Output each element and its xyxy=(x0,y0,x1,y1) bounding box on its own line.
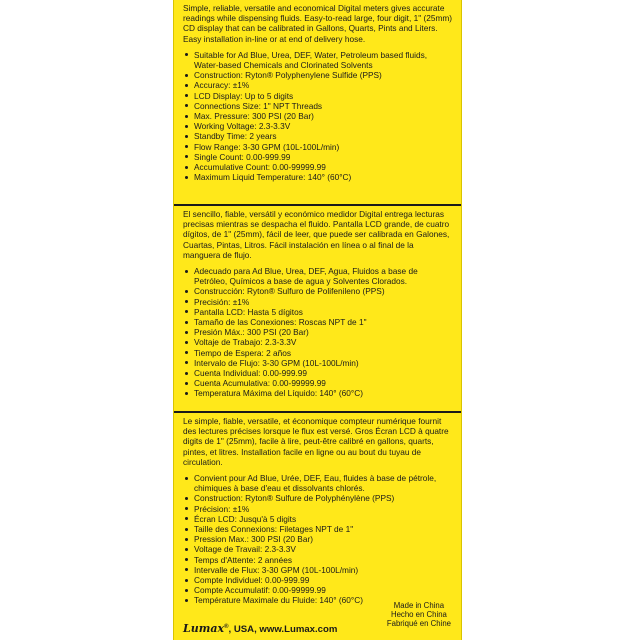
list-item: Précision: ±1% xyxy=(183,504,453,514)
list-item: Compte Accumulatif: 0.00-99999.99 xyxy=(183,585,453,595)
product-info-panel xyxy=(174,0,461,640)
list-item: Precisión: ±1% xyxy=(183,297,453,307)
bullet-icon xyxy=(185,361,188,364)
made-in-spanish: Hecho en China xyxy=(390,610,447,620)
bullet-icon xyxy=(185,392,188,395)
list-item: Construction: Ryton® Sulfure de Polyphénylène (PPS) xyxy=(183,493,453,503)
list-item: Presión Máx.: 300 PSI (20 Bar) xyxy=(183,327,453,337)
bullet-icon xyxy=(185,331,188,334)
french-section xyxy=(183,416,453,606)
list-item: Temps d'Attente: 2 années xyxy=(183,555,453,565)
list-item: Working Voltage: 2.3-3.3V xyxy=(183,121,453,131)
list-item: Cuenta Individual: 0.00-999.99 xyxy=(183,368,453,378)
list-item: Température Maximale du Fluide: 140° (60°C) xyxy=(183,595,453,605)
list-item: Connections Size: 1" NPT Threads xyxy=(183,101,453,111)
bullet-icon xyxy=(185,176,188,179)
list-item: Intervalle de Flux: 3-30 GPM (10L-100L/min) xyxy=(183,565,453,575)
list-item: Flow Range: 3-30 GPM (10L-100L/min) xyxy=(183,142,453,152)
list-item: Adecuado para Ad Blue, Urea, DEF, Agua, Fluidos a base de Petróleo, Químicos a base de agua y Solventes Clorados. xyxy=(183,266,453,286)
bullet-icon xyxy=(185,341,188,344)
bullet-icon xyxy=(185,558,188,561)
bullet-icon xyxy=(185,270,188,273)
bullet-icon xyxy=(185,528,188,531)
bullet-icon xyxy=(185,300,188,303)
list-item: Écran LCD: Jusqu'à 5 digits xyxy=(183,514,453,524)
bullet-icon xyxy=(185,517,188,520)
bullet-icon xyxy=(185,497,188,500)
brand-contact: , USA, www.Lumax.com xyxy=(228,623,338,635)
list-item: Suitable for Ad Blue, Urea, DEF, Water, Petroleum based fluids, Water-based Chemicals and Clorinated Solvents xyxy=(183,50,453,70)
made-in-english: Made in China xyxy=(393,601,445,610)
bullet-icon xyxy=(185,568,188,571)
list-item: LCD Display: Up to 5 digits xyxy=(183,91,453,101)
bullet-icon xyxy=(185,589,188,592)
brand-logo: Lumax xyxy=(183,621,225,635)
section-divider xyxy=(174,204,461,206)
bullet-icon xyxy=(185,115,188,118)
spanish-spec-list xyxy=(183,266,453,399)
bullet-icon xyxy=(185,538,188,541)
bullet-icon xyxy=(185,104,188,107)
bullet-icon xyxy=(185,321,188,324)
english-spec-list xyxy=(183,50,453,183)
bullet-icon xyxy=(185,155,188,158)
bullet-icon xyxy=(185,74,188,77)
list-item: Accumulative Count: 0.00-99999.99 xyxy=(183,162,453,172)
french-spec-list xyxy=(183,473,453,606)
list-item: Voltaje de Trabajo: 2.3-3.3V xyxy=(183,337,453,347)
list-item: Temperatura Máxima del Líquido: 140° (60°C) xyxy=(183,388,453,398)
list-item: Accuracy: ±1% xyxy=(183,80,453,90)
list-item: Compte Individuel: 0.00-999.99 xyxy=(183,575,453,585)
bullet-icon xyxy=(185,548,188,551)
list-item: Maximum Liquid Temperature: 140° (60°C) xyxy=(183,172,453,182)
english-intro: Simple, reliable, versatile and economical Digital meters gives accurate readings while dispensing fluids. Easy-to-read large, four digit, 1" (25mm) CD display that can be calibrated in Gallons, Quarts, Pints and Liters. Easy installation in-line or at end of delivery hose. xyxy=(183,3,453,44)
list-item: Intervalo de Flujo: 3-30 GPM (10L-100L/min) xyxy=(183,358,453,368)
section-divider xyxy=(174,411,461,413)
french-intro: Le simple, fiable, versatile, et économique compteur numérique fournit des lectures précises lorsque le flux est versé. Gros Écran LCD à quatre digits de 1" (25mm), facile à lire, peut-être calibré en gallons, quarts, pintes, et litres. Installation facile en ligne ou au bout du tuyau de circulation. xyxy=(183,416,449,467)
spanish-intro: El sencillo, fiable, versátil y económico medidor Digital entrega lecturas precisas mientras se despacha el fluido. Pantalla LCD grande, de cuatro dígitos, de 1" (25mm), fácil de leer, que puede ser calibrada en Galones, Cuartas, Pintas, Litros. Fácil instalación en línea o al final de la manguera de flujo. xyxy=(183,209,450,260)
bullet-icon xyxy=(185,382,188,385)
bullet-icon xyxy=(185,166,188,169)
list-item: Single Count: 0.00-999.99 xyxy=(183,152,453,162)
list-item: Voltage de Travail: 2.3-3.3V xyxy=(183,544,453,554)
english-section xyxy=(183,3,453,182)
list-item: Pression Max.: 300 PSI (20 Bar) xyxy=(183,534,453,544)
bullet-icon xyxy=(185,53,188,56)
bullet-icon xyxy=(185,125,188,128)
list-item: Tamaño de las Conexiones: Roscas NPT de 1" xyxy=(183,317,453,327)
bullet-icon xyxy=(185,290,188,293)
list-item: Convient pour Ad Blue, Urée, DEF, Eau, fluides à base de pétrole, chimiques à base d'eau et dissolvants chlorés. xyxy=(183,473,453,493)
bullet-icon xyxy=(185,145,188,148)
bullet-icon xyxy=(185,94,188,97)
made-in-french: Fabriqué en Chine xyxy=(386,619,451,629)
bullet-icon xyxy=(185,599,188,602)
bullet-icon xyxy=(185,84,188,87)
origin-label xyxy=(387,601,451,629)
bullet-icon xyxy=(185,372,188,375)
bullet-icon xyxy=(185,351,188,354)
list-item: Tiempo de Espera: 2 años xyxy=(183,348,453,358)
spanish-section xyxy=(183,209,453,399)
list-item: Standby Time: 2 years xyxy=(183,131,453,141)
list-item: Construcción: Ryton® Sulfuro de Polifenileno (PPS) xyxy=(183,286,453,296)
list-item: Max. Pressure: 300 PSI (20 Bar) xyxy=(183,111,453,121)
list-item: Cuenta Acumulativa: 0.00-99999.99 xyxy=(183,378,453,388)
brand-footer xyxy=(183,622,337,635)
bullet-icon xyxy=(185,507,188,510)
bullet-icon xyxy=(185,310,188,313)
bullet-icon xyxy=(185,135,188,138)
registered-mark: ® xyxy=(224,623,229,630)
bullet-icon xyxy=(185,477,188,480)
list-item: Taille des Connexions: Filetages NPT de 1" xyxy=(183,524,453,534)
bullet-icon xyxy=(185,579,188,582)
list-item: Pantalla LCD: Hasta 5 dígitos xyxy=(183,307,453,317)
list-item: Construction: Ryton® Polyphenylene Sulfide (PPS) xyxy=(183,70,453,80)
